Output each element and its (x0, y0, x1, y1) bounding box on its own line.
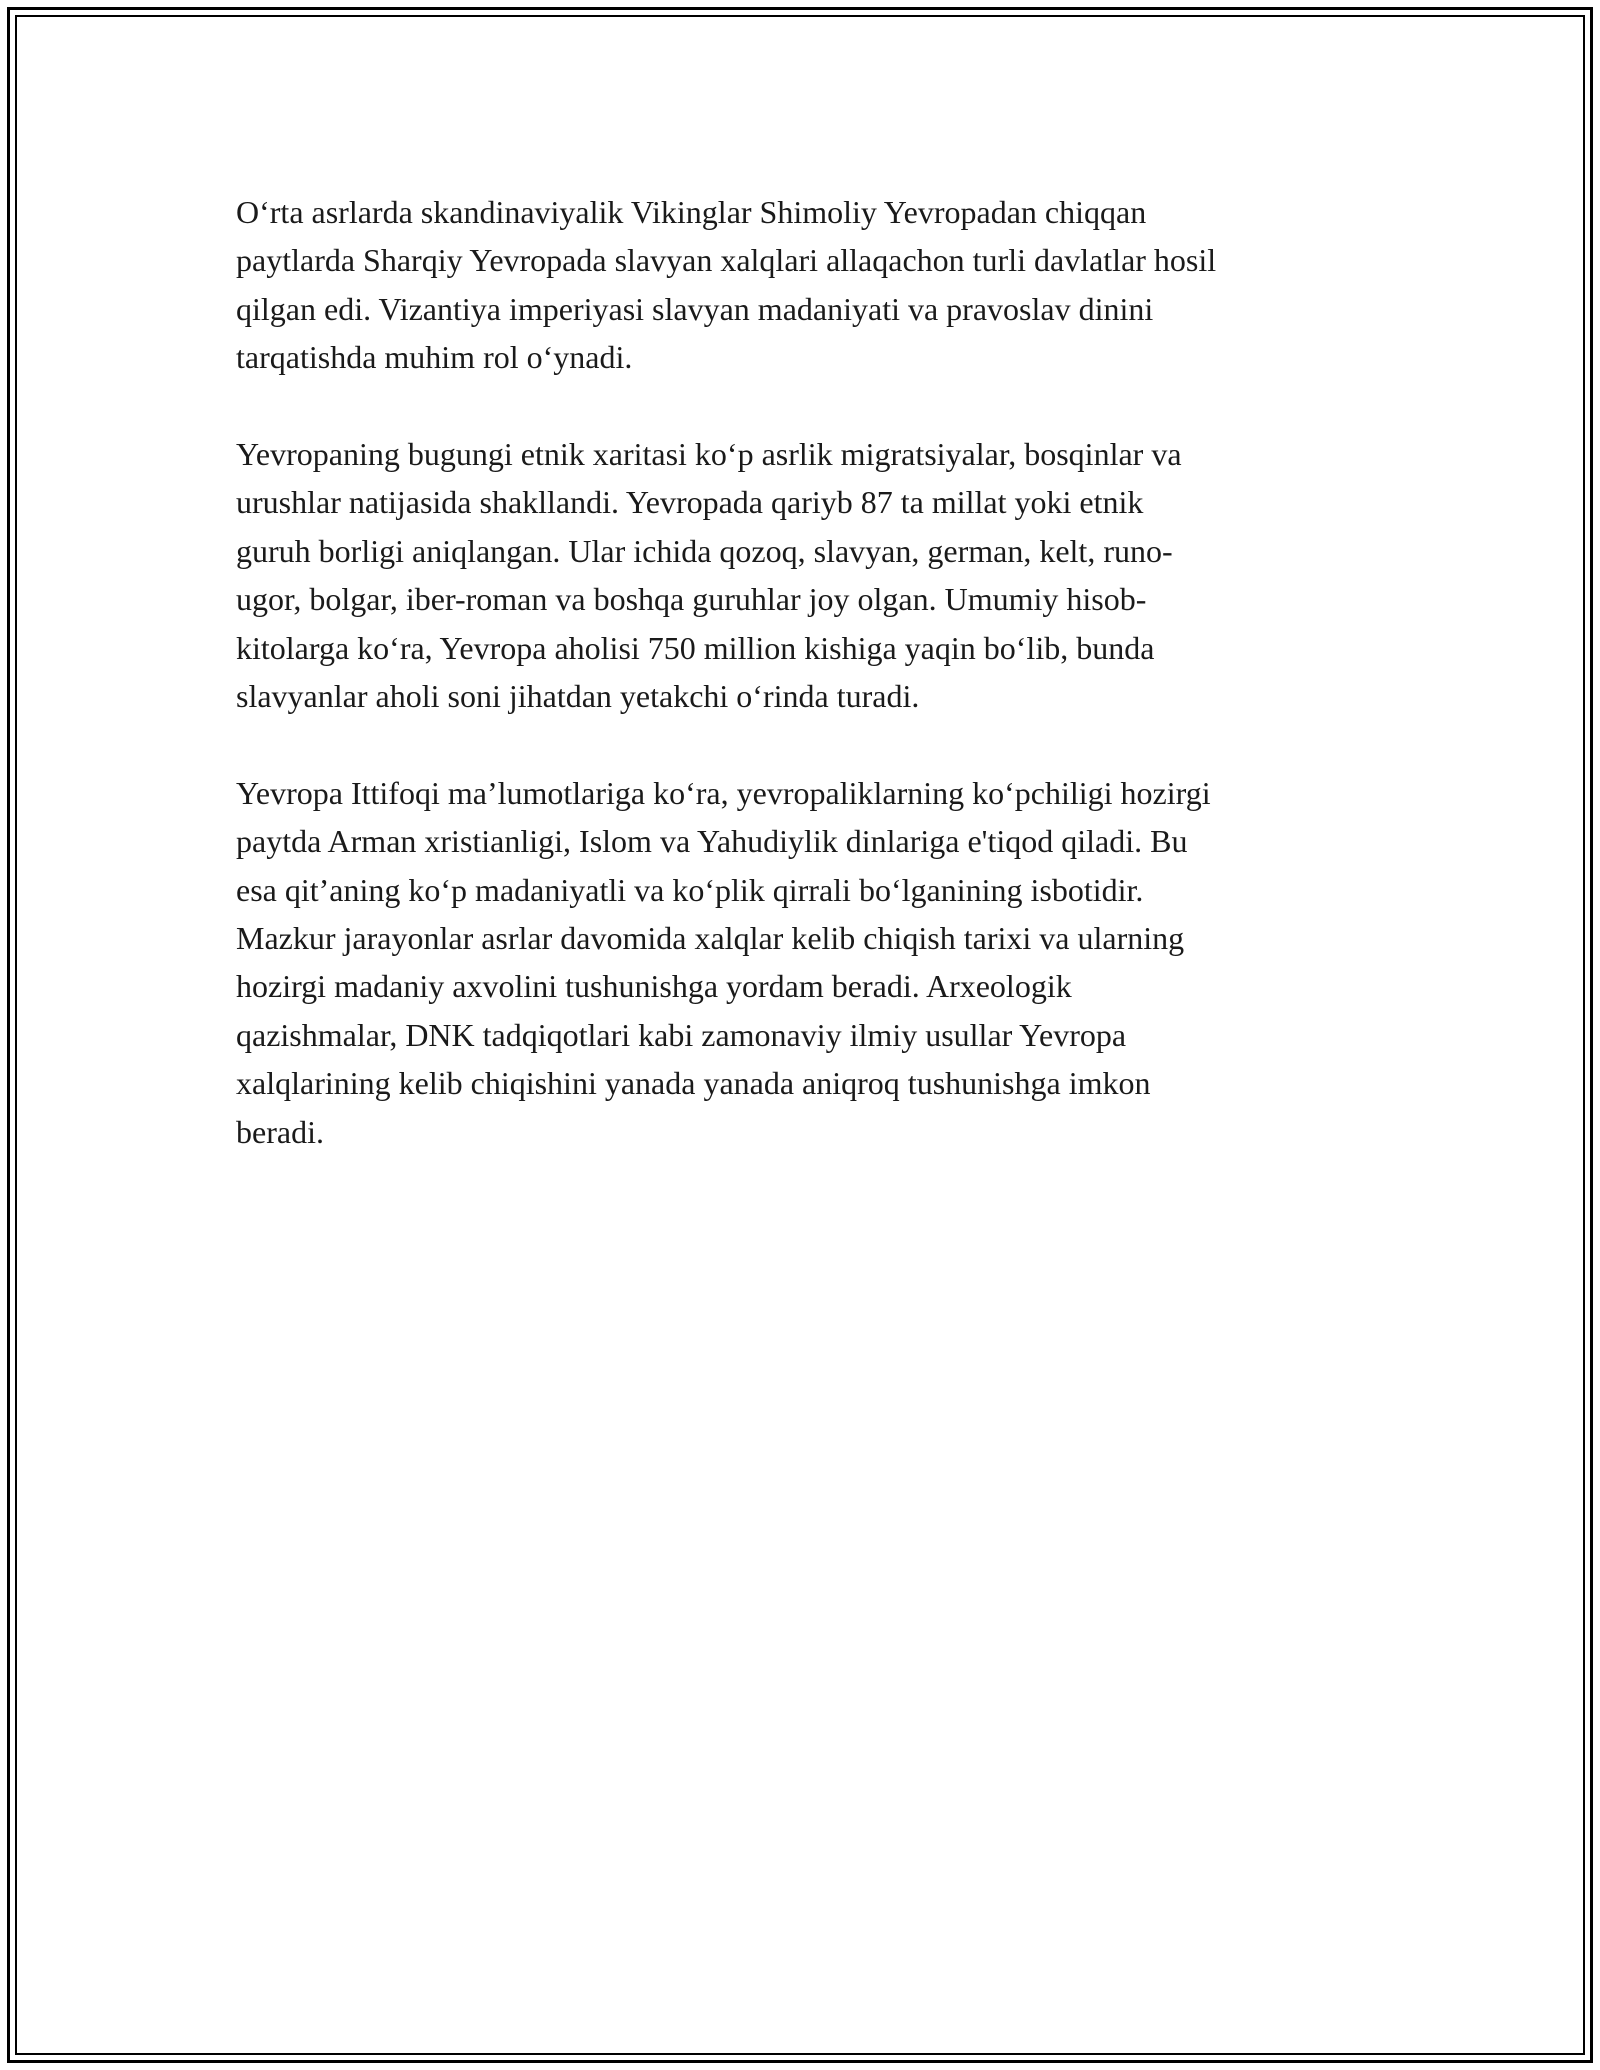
text-line: paytlarda Sharqiy Yevropada slavyan xalqlari allaqachon turli davlatlar hosil (236, 242, 1217, 279)
text-line: urushlar natijasida shakllandi. Yevropada qariyb 87 ta millat yoki etnik (236, 484, 1144, 521)
text-line: hozirgi madaniy axvolini tushunishga yordam beradi. Arxeologik (236, 968, 1072, 1005)
text-line: O‘rta asrlarda skandinaviyalik Vikinglar Shimoliy Yevropadan chiqqan (236, 194, 1147, 230)
text-line: Yevropa Ittifoqi ma’lumotlariga ko‘ra, yevropaliklarning ko‘pchiligi hozirgi (236, 774, 1211, 811)
text-line: beradi. (236, 1113, 324, 1150)
document-body (236, 188, 1376, 1204)
text-line: slavyanlar aholi soni jihatdan yetakchi o‘rinda turadi. (236, 678, 920, 715)
text-line: xalqlarining kelib chiqishini yanada yanada aniqroq tushunishga imkon (236, 1065, 1151, 1102)
paragraph-2 (236, 430, 1376, 720)
text-line: paytda Arman xristianligi, Islom va Yahudiylik dinlariga e'tiqod qiladi. Bu (236, 823, 1188, 860)
text-line: tarqatishda muhim rol o‘ynadi. (236, 339, 633, 376)
text-line: ugor, bolgar, iber-roman va boshqa guruhlar joy olgan. Umumiy hisob- (236, 581, 1147, 618)
text-line: esa qit’aning ko‘p madaniyatli va ko‘plik qirrali bo‘lganining isbotidir. (236, 871, 1144, 908)
text-line: Yevropaning bugungi etnik xaritasi ko‘p asrlik migratsiyalar, bosqinlar va (236, 436, 1182, 473)
paragraph-1 (236, 188, 1376, 382)
text-line: qilgan edi. Vizantiya imperiyasi slavyan madaniyati va pravoslav dinini (236, 290, 1154, 327)
text-line: kitolarga ko‘ra, Yevropa aholisi 750 million kishiga yaqin bo‘lib, bunda (236, 629, 1155, 666)
text-line: Mazkur jarayonlar asrlar davomida xalqlar kelib chiqish tarixi va ularning (236, 920, 1185, 957)
text-line: qazishmalar, DNK tadqiqotlari kabi zamonaviy ilmiy usullar Yevropa (236, 1016, 1127, 1053)
paragraph-3 (236, 769, 1376, 1156)
text-line: guruh borligi aniqlangan. Ular ichida qozoq, slavyan, german, kelt, runo- (236, 532, 1173, 569)
